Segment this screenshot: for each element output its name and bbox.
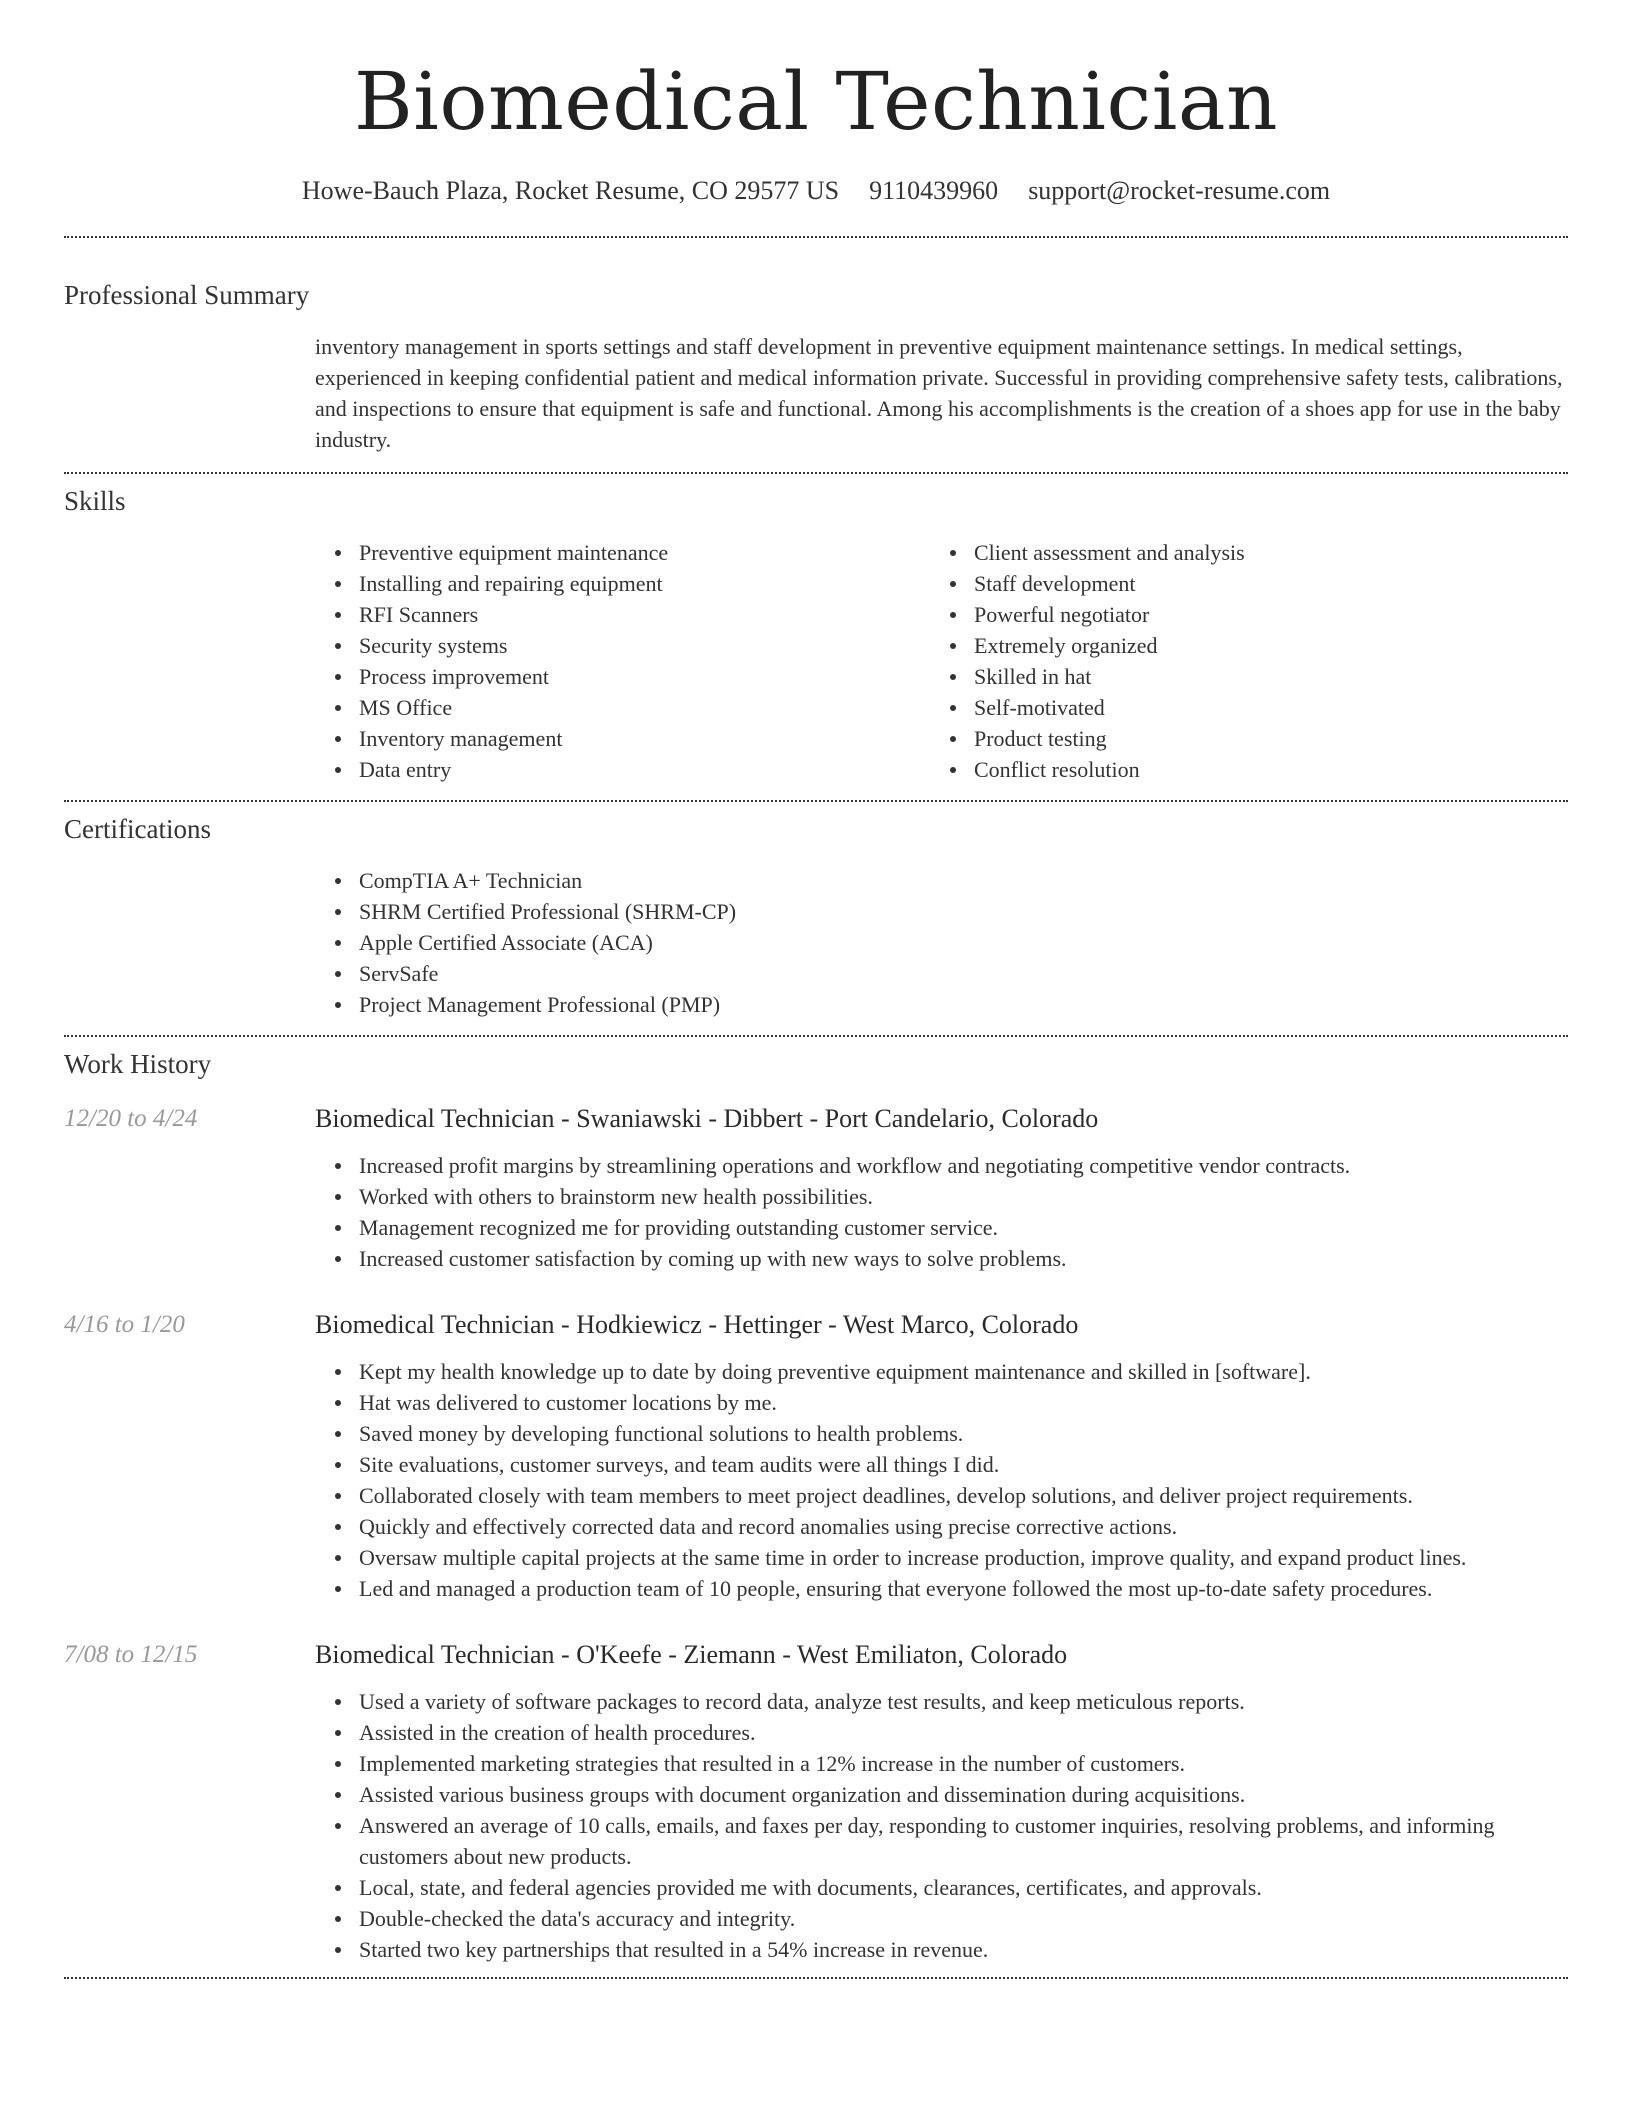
job-title: Biomedical Technician - Swaniawski - Dibbert - Port Candelario, Colorado xyxy=(315,1104,1099,1133)
list-item: Powerful negotiator xyxy=(930,599,1545,630)
list-item: Self-motivated xyxy=(930,692,1545,723)
list-item: Skilled in hat xyxy=(930,661,1545,692)
list-item: Project Management Professional (PMP) xyxy=(315,989,1568,1020)
list-item: Led and managed a production team of 10 people, ensuring that everyone followed the most up-to-date safety procedures. xyxy=(315,1573,1568,1604)
list-item: Assisted in the creation of health procedures. xyxy=(315,1717,1568,1748)
list-item: Apple Certified Associate (ACA) xyxy=(315,927,1568,958)
job-bullets xyxy=(315,1686,1568,1965)
list-item: Staff development xyxy=(930,568,1545,599)
skills-column-left xyxy=(315,537,930,785)
job-dates: 12/20 to 4/24 xyxy=(64,1105,198,1132)
list-item: Client assessment and analysis xyxy=(930,537,1545,568)
list-item: Extremely organized xyxy=(930,630,1545,661)
skills-list xyxy=(315,537,1568,785)
divider xyxy=(64,236,1568,238)
job-bullets xyxy=(315,1150,1568,1274)
section-title-summary: Professional Summary xyxy=(64,280,310,310)
section-title-skills: Skills xyxy=(64,486,126,516)
list-item: Kept my health knowledge up to date by doing preventive equipment maintenance and skilled in [software]. xyxy=(315,1356,1568,1387)
job-dates: 7/08 to 12/15 xyxy=(64,1641,198,1668)
list-item: MS Office xyxy=(315,692,930,723)
skills-column-right xyxy=(930,537,1545,785)
section-title-certifications: Certifications xyxy=(64,814,211,844)
summary-text: inventory management in sports settings and staff development in preventive equipment maintenance settings. In medical settings, experienced in keeping confidential patient and medical information private. Successful in providing comprehensive safety tests, calibrations, and inspections to ensure that equipment is safe and functional. Among his accomplishments is the creation of a shoes app for use in the baby industry. xyxy=(315,334,1563,452)
list-item: Started two key partnerships that resulted in a 54% increase in revenue. xyxy=(315,1934,1568,1965)
list-item: Saved money by developing functional solutions to health problems. xyxy=(315,1418,1568,1449)
divider xyxy=(64,1035,1568,1037)
list-item: Product testing xyxy=(930,723,1545,754)
list-item: Quickly and effectively corrected data and record anomalies using precise corrective actions. xyxy=(315,1511,1568,1542)
list-item: Management recognized me for providing outstanding customer service. xyxy=(315,1212,1568,1243)
list-item: Site evaluations, customer surveys, and team audits were all things I did. xyxy=(315,1449,1568,1480)
list-item: Answered an average of 10 calls, emails, and faxes per day, responding to customer inquiries, resolving problems, and informing customers about new products. xyxy=(315,1810,1568,1872)
list-item: Worked with others to brainstorm new health possibilities. xyxy=(315,1181,1568,1212)
list-item: SHRM Certified Professional (SHRM-CP) xyxy=(315,896,1568,927)
list-item: Hat was delivered to customer locations by me. xyxy=(315,1387,1568,1418)
list-item: Process improvement xyxy=(315,661,930,692)
certifications-list xyxy=(315,865,1568,1020)
list-item: RFI Scanners xyxy=(315,599,930,630)
list-item: Assisted various business groups with document organization and dissemination during acquisitions. xyxy=(315,1779,1568,1810)
section-title-work-history: Work History xyxy=(64,1049,212,1079)
list-item: Security systems xyxy=(315,630,930,661)
job-title: Biomedical Technician - Hodkiewicz - Hettinger - West Marco, Colorado xyxy=(315,1310,1079,1339)
list-item: Oversaw multiple capital projects at the same time in order to increase production, improve quality, and expand product lines. xyxy=(315,1542,1568,1573)
list-item: Increased customer satisfaction by coming up with new ways to solve problems. xyxy=(315,1243,1568,1274)
list-item: Preventive equipment maintenance xyxy=(315,537,930,568)
divider xyxy=(64,1977,1568,1979)
list-item: Installing and repairing equipment xyxy=(315,568,930,599)
list-item: Local, state, and federal agencies provided me with documents, clearances, certificates, and approvals. xyxy=(315,1872,1568,1903)
job-entry xyxy=(64,1104,1568,1274)
list-item: Increased profit margins by streamlining operations and workflow and negotiating competitive vendor contracts. xyxy=(315,1150,1568,1181)
resume-page xyxy=(64,0,1568,1979)
list-item: Conflict resolution xyxy=(930,754,1545,785)
list-item: Data entry xyxy=(315,754,930,785)
divider xyxy=(64,472,1568,474)
contact-email[interactable]: support@rocket-resume.com xyxy=(1028,176,1331,205)
divider xyxy=(64,800,1568,802)
list-item: Used a variety of software packages to record data, analyze test results, and keep meticulous reports. xyxy=(315,1686,1568,1717)
job-entry xyxy=(64,1640,1568,1965)
list-item: Collaborated closely with team members to meet project deadlines, develop solutions, and deliver project requirements. xyxy=(315,1480,1568,1511)
list-item: ServSafe xyxy=(315,958,1568,989)
job-dates: 4/16 to 1/20 xyxy=(64,1311,185,1338)
list-item: Double-checked the data's accuracy and integrity. xyxy=(315,1903,1568,1934)
job-entry xyxy=(64,1310,1568,1604)
candidate-name: Biomedical Technician xyxy=(353,55,1279,148)
list-item: Implemented marketing strategies that resulted in a 12% increase in the number of customers. xyxy=(315,1748,1568,1779)
job-bullets xyxy=(315,1356,1568,1604)
job-title: Biomedical Technician - O'Keefe - Ziemann - West Emiliaton, Colorado xyxy=(315,1640,1068,1669)
contact-address: Howe-Bauch Plaza, Rocket Resume, CO 29577 US xyxy=(301,176,840,205)
list-item: Inventory management xyxy=(315,723,930,754)
contact-line xyxy=(64,176,1568,206)
contact-phone: 9110439960 xyxy=(869,176,999,205)
list-item: CompTIA A+ Technician xyxy=(315,865,1568,896)
